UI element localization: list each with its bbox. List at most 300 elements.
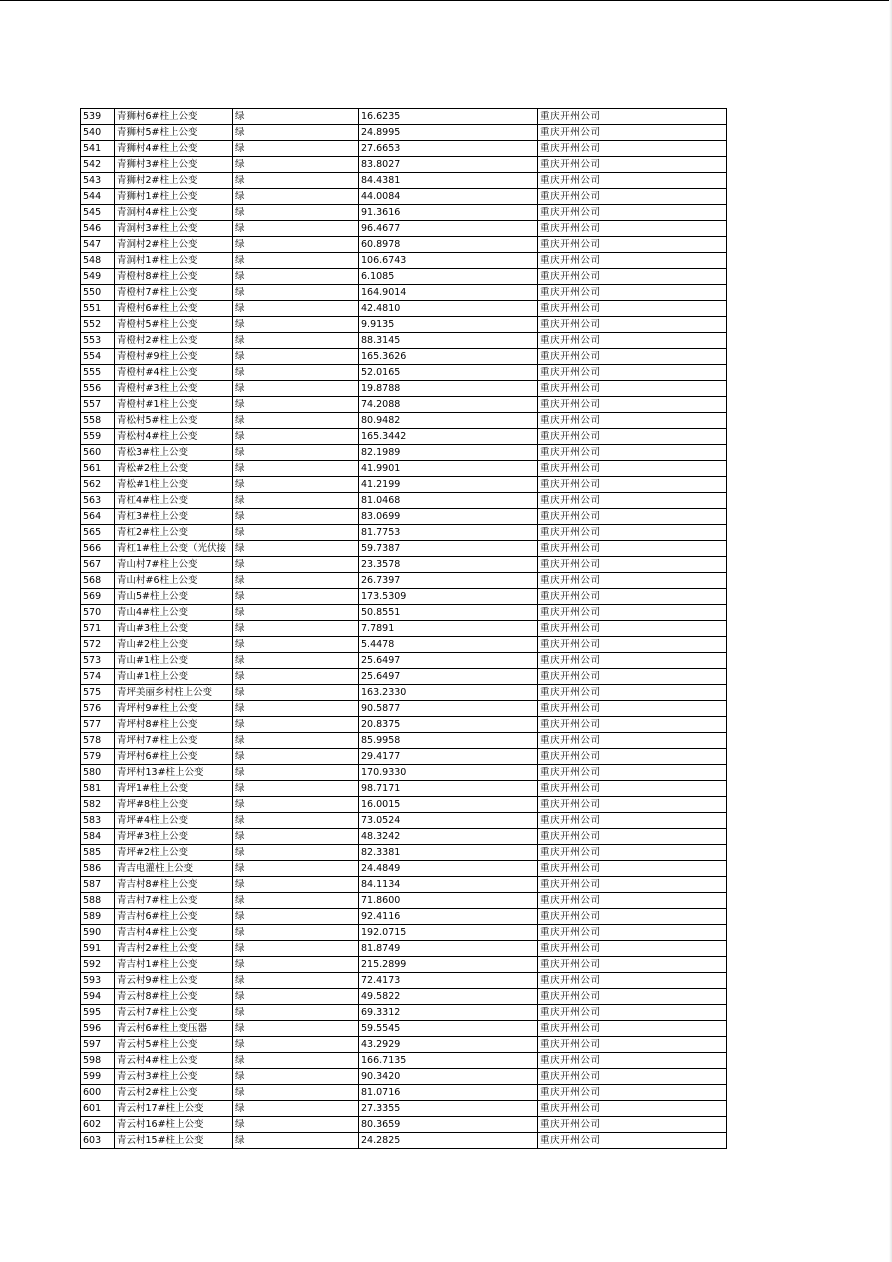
transformer-name-cell: 青坪村9#柱上公变 [115, 701, 233, 717]
company-cell: 重庆开州公司 [538, 221, 727, 237]
value-cell: 59.7387 [359, 541, 538, 557]
value-cell: 84.1134 [359, 877, 538, 893]
value-cell: 81.0716 [359, 1085, 538, 1101]
company-cell: 重庆开州公司 [538, 957, 727, 973]
transformer-name-cell: 青云村15#柱上公变 [115, 1133, 233, 1149]
status-cell: 绿 [233, 1117, 359, 1133]
table-row [81, 285, 727, 301]
company-cell: 重庆开州公司 [538, 189, 727, 205]
value-cell: 5.4478 [359, 637, 538, 653]
table-row [81, 445, 727, 461]
transformer-name-cell: 青橙村7#柱上公变 [115, 285, 233, 301]
row-number-cell: 576 [81, 701, 115, 717]
row-number-cell: 581 [81, 781, 115, 797]
status-cell: 绿 [233, 125, 359, 141]
value-cell: 69.3312 [359, 1005, 538, 1021]
table-row [81, 477, 727, 493]
table-row [81, 989, 727, 1005]
company-cell: 重庆开州公司 [538, 1053, 727, 1069]
row-number-cell: 542 [81, 157, 115, 173]
transformer-name-cell: 青洞村4#柱上公变 [115, 205, 233, 221]
value-cell: 215.2899 [359, 957, 538, 973]
transformer-name-cell: 青杠2#柱上公变 [115, 525, 233, 541]
value-cell: 24.4849 [359, 861, 538, 877]
table-row [81, 125, 727, 141]
value-cell: 90.5877 [359, 701, 538, 717]
company-cell: 重庆开州公司 [538, 541, 727, 557]
row-number-cell: 592 [81, 957, 115, 973]
company-cell: 重庆开州公司 [538, 397, 727, 413]
row-number-cell: 585 [81, 845, 115, 861]
table-row [81, 141, 727, 157]
table-row [81, 381, 727, 397]
company-cell: 重庆开州公司 [538, 1021, 727, 1037]
value-cell: 44.0084 [359, 189, 538, 205]
company-cell: 重庆开州公司 [538, 829, 727, 845]
transformer-name-cell: 青狮村1#柱上公变 [115, 189, 233, 205]
value-cell: 27.6653 [359, 141, 538, 157]
status-cell: 绿 [233, 573, 359, 589]
row-number-cell: 546 [81, 221, 115, 237]
row-number-cell: 562 [81, 477, 115, 493]
status-cell: 绿 [233, 909, 359, 925]
value-cell: 91.3616 [359, 205, 538, 221]
value-cell: 16.0015 [359, 797, 538, 813]
row-number-cell: 582 [81, 797, 115, 813]
page-top-border [0, 0, 892, 1]
company-cell: 重庆开州公司 [538, 685, 727, 701]
table-row [81, 333, 727, 349]
value-cell: 165.3626 [359, 349, 538, 365]
transformer-name-cell: 青杠3#柱上公变 [115, 509, 233, 525]
table-row [81, 1085, 727, 1101]
table-row [81, 1037, 727, 1053]
table-row [81, 749, 727, 765]
transformer-name-cell: 青山5#柱上公变 [115, 589, 233, 605]
transformer-name-cell: 青吉村8#柱上公变 [115, 877, 233, 893]
row-number-cell: 591 [81, 941, 115, 957]
company-cell: 重庆开州公司 [538, 253, 727, 269]
status-cell: 绿 [233, 1037, 359, 1053]
status-cell: 绿 [233, 301, 359, 317]
value-cell: 84.4381 [359, 173, 538, 189]
company-cell: 重庆开州公司 [538, 797, 727, 813]
status-cell: 绿 [233, 589, 359, 605]
status-cell: 绿 [233, 285, 359, 301]
status-cell: 绿 [233, 381, 359, 397]
transformer-name-cell: 青洞村2#柱上公变 [115, 237, 233, 253]
row-number-cell: 573 [81, 653, 115, 669]
value-cell: 80.9482 [359, 413, 538, 429]
transformer-name-cell: 青吉村6#柱上公变 [115, 909, 233, 925]
transformer-name-cell: 青山#1柱上公变 [115, 669, 233, 685]
table-row [81, 509, 727, 525]
value-cell: 16.6235 [359, 109, 538, 125]
status-cell: 绿 [233, 829, 359, 845]
table-row [81, 269, 727, 285]
table-row [81, 301, 727, 317]
status-cell: 绿 [233, 893, 359, 909]
transformer-name-cell: 青橙村#3柱上公变 [115, 381, 233, 397]
company-cell: 重庆开州公司 [538, 1101, 727, 1117]
table-row [81, 205, 727, 221]
transformer-name-cell: 青坪#4柱上公变 [115, 813, 233, 829]
table-row [81, 1117, 727, 1133]
company-cell: 重庆开州公司 [538, 157, 727, 173]
table-row [81, 109, 727, 125]
row-number-cell: 567 [81, 557, 115, 573]
status-cell: 绿 [233, 877, 359, 893]
company-cell: 重庆开州公司 [538, 765, 727, 781]
value-cell: 106.6743 [359, 253, 538, 269]
row-number-cell: 556 [81, 381, 115, 397]
status-cell: 绿 [233, 701, 359, 717]
table-row [81, 605, 727, 621]
table-row [81, 397, 727, 413]
status-cell: 绿 [233, 477, 359, 493]
value-cell: 82.3381 [359, 845, 538, 861]
row-number-cell: 549 [81, 269, 115, 285]
transformer-name-cell: 青云村7#柱上公变 [115, 1005, 233, 1021]
value-cell: 29.4177 [359, 749, 538, 765]
row-number-cell: 602 [81, 1117, 115, 1133]
status-cell: 绿 [233, 845, 359, 861]
company-cell: 重庆开州公司 [538, 573, 727, 589]
row-number-cell: 561 [81, 461, 115, 477]
table-row [81, 653, 727, 669]
company-cell: 重庆开州公司 [538, 941, 727, 957]
status-cell: 绿 [233, 205, 359, 221]
table-row [81, 877, 727, 893]
table-row [81, 1133, 727, 1149]
status-cell: 绿 [233, 349, 359, 365]
company-cell: 重庆开州公司 [538, 717, 727, 733]
status-cell: 绿 [233, 541, 359, 557]
value-cell: 23.3578 [359, 557, 538, 573]
transformer-name-cell: 青松村5#柱上公变 [115, 413, 233, 429]
transformer-name-cell: 青松#1柱上公变 [115, 477, 233, 493]
transformer-name-cell: 青山村7#柱上公变 [115, 557, 233, 573]
transformer-name-cell: 青橙村#1柱上公变 [115, 397, 233, 413]
company-cell: 重庆开州公司 [538, 877, 727, 893]
company-cell: 重庆开州公司 [538, 1069, 727, 1085]
value-cell: 42.4810 [359, 301, 538, 317]
transformer-name-cell: 青云村5#柱上公变 [115, 1037, 233, 1053]
status-cell: 绿 [233, 221, 359, 237]
value-cell: 192.0715 [359, 925, 538, 941]
table-row [81, 813, 727, 829]
row-number-cell: 580 [81, 765, 115, 781]
value-cell: 72.4173 [359, 973, 538, 989]
table-row [81, 1069, 727, 1085]
table-row [81, 589, 727, 605]
transformer-name-cell: 青坪#8柱上公变 [115, 797, 233, 813]
company-cell: 重庆开州公司 [538, 781, 727, 797]
status-cell: 绿 [233, 173, 359, 189]
row-number-cell: 553 [81, 333, 115, 349]
value-cell: 81.7753 [359, 525, 538, 541]
transformer-name-cell: 青云村17#柱上公变 [115, 1101, 233, 1117]
table-row [81, 781, 727, 797]
status-cell: 绿 [233, 797, 359, 813]
transformer-name-cell: 青坪村8#柱上公变 [115, 717, 233, 733]
transformer-name-cell: 青山#2柱上公变 [115, 637, 233, 653]
company-cell: 重庆开州公司 [538, 205, 727, 221]
table-row [81, 957, 727, 973]
row-number-cell: 566 [81, 541, 115, 557]
value-cell: 81.8749 [359, 941, 538, 957]
status-cell: 绿 [233, 653, 359, 669]
table-row [81, 493, 727, 509]
status-cell: 绿 [233, 333, 359, 349]
row-number-cell: 550 [81, 285, 115, 301]
status-cell: 绿 [233, 237, 359, 253]
row-number-cell: 548 [81, 253, 115, 269]
transformer-name-cell: 青山4#柱上公变 [115, 605, 233, 621]
status-cell: 绿 [233, 509, 359, 525]
table-row [81, 909, 727, 925]
transformer-name-cell: 青坪村13#柱上公变 [115, 765, 233, 781]
data-table [80, 108, 727, 1149]
row-number-cell: 587 [81, 877, 115, 893]
status-cell: 绿 [233, 749, 359, 765]
status-cell: 绿 [233, 1133, 359, 1149]
status-cell: 绿 [233, 621, 359, 637]
status-cell: 绿 [233, 941, 359, 957]
transformer-name-cell: 青云村6#柱上变压器 [115, 1021, 233, 1037]
row-number-cell: 551 [81, 301, 115, 317]
value-cell: 41.9901 [359, 461, 538, 477]
row-number-cell: 603 [81, 1133, 115, 1149]
status-cell: 绿 [233, 1021, 359, 1037]
status-cell: 绿 [233, 445, 359, 461]
table-row [81, 1021, 727, 1037]
row-number-cell: 590 [81, 925, 115, 941]
row-number-cell: 560 [81, 445, 115, 461]
row-number-cell: 598 [81, 1053, 115, 1069]
status-cell: 绿 [233, 637, 359, 653]
row-number-cell: 584 [81, 829, 115, 845]
transformer-name-cell: 青橙村#4柱上公变 [115, 365, 233, 381]
company-cell: 重庆开州公司 [538, 733, 727, 749]
row-number-cell: 595 [81, 1005, 115, 1021]
company-cell: 重庆开州公司 [538, 557, 727, 573]
value-cell: 9.9135 [359, 317, 538, 333]
table-row [81, 461, 727, 477]
value-cell: 166.7135 [359, 1053, 538, 1069]
row-number-cell: 539 [81, 109, 115, 125]
status-cell: 绿 [233, 141, 359, 157]
transformer-name-cell: 青松村4#柱上公变 [115, 429, 233, 445]
value-cell: 50.8551 [359, 605, 538, 621]
value-cell: 163.2330 [359, 685, 538, 701]
company-cell: 重庆开州公司 [538, 669, 727, 685]
transformer-name-cell: 青吉村4#柱上公变 [115, 925, 233, 941]
company-cell: 重庆开州公司 [538, 317, 727, 333]
row-number-cell: 557 [81, 397, 115, 413]
company-cell: 重庆开州公司 [538, 621, 727, 637]
row-number-cell: 579 [81, 749, 115, 765]
transformer-name-cell: 青洞村3#柱上公变 [115, 221, 233, 237]
row-number-cell: 547 [81, 237, 115, 253]
status-cell: 绿 [233, 189, 359, 205]
company-cell: 重庆开州公司 [538, 237, 727, 253]
status-cell: 绿 [233, 493, 359, 509]
company-cell: 重庆开州公司 [538, 349, 727, 365]
table-row [81, 157, 727, 173]
row-number-cell: 588 [81, 893, 115, 909]
company-cell: 重庆开州公司 [538, 701, 727, 717]
transformer-name-cell: 青山#1柱上公变 [115, 653, 233, 669]
transformer-name-cell: 青云村16#柱上公变 [115, 1117, 233, 1133]
transformer-name-cell: 青杠4#柱上公变 [115, 493, 233, 509]
status-cell: 绿 [233, 717, 359, 733]
value-cell: 25.6497 [359, 669, 538, 685]
company-cell: 重庆开州公司 [538, 429, 727, 445]
status-cell: 绿 [233, 1053, 359, 1069]
status-cell: 绿 [233, 269, 359, 285]
table-row [81, 845, 727, 861]
company-cell: 重庆开州公司 [538, 509, 727, 525]
status-cell: 绿 [233, 1085, 359, 1101]
status-cell: 绿 [233, 605, 359, 621]
row-number-cell: 600 [81, 1085, 115, 1101]
company-cell: 重庆开州公司 [538, 525, 727, 541]
row-number-cell: 586 [81, 861, 115, 877]
table-row [81, 829, 727, 845]
status-cell: 绿 [233, 957, 359, 973]
transformer-name-cell: 青狮村6#柱上公变 [115, 109, 233, 125]
value-cell: 59.5545 [359, 1021, 538, 1037]
company-cell: 重庆开州公司 [538, 445, 727, 461]
company-cell: 重庆开州公司 [538, 925, 727, 941]
value-cell: 60.8978 [359, 237, 538, 253]
row-number-cell: 596 [81, 1021, 115, 1037]
company-cell: 重庆开州公司 [538, 637, 727, 653]
company-cell: 重庆开州公司 [538, 909, 727, 925]
transformer-name-cell: 青橙村8#柱上公变 [115, 269, 233, 285]
value-cell: 83.0699 [359, 509, 538, 525]
transformer-name-cell: 青坪村7#柱上公变 [115, 733, 233, 749]
status-cell: 绿 [233, 317, 359, 333]
status-cell: 绿 [233, 157, 359, 173]
row-number-cell: 601 [81, 1101, 115, 1117]
value-cell: 165.3442 [359, 429, 538, 445]
status-cell: 绿 [233, 413, 359, 429]
transformer-name-cell: 青狮村2#柱上公变 [115, 173, 233, 189]
row-number-cell: 572 [81, 637, 115, 653]
table-row [81, 253, 727, 269]
company-cell: 重庆开州公司 [538, 813, 727, 829]
status-cell: 绿 [233, 429, 359, 445]
status-cell: 绿 [233, 525, 359, 541]
transformer-name-cell: 青云村2#柱上公变 [115, 1085, 233, 1101]
value-cell: 82.1989 [359, 445, 538, 461]
table-row [81, 1053, 727, 1069]
row-number-cell: 583 [81, 813, 115, 829]
row-number-cell: 563 [81, 493, 115, 509]
value-cell: 41.2199 [359, 477, 538, 493]
status-cell: 绿 [233, 685, 359, 701]
value-cell: 27.3355 [359, 1101, 538, 1117]
company-cell: 重庆开州公司 [538, 845, 727, 861]
company-cell: 重庆开州公司 [538, 1133, 727, 1149]
value-cell: 92.4116 [359, 909, 538, 925]
company-cell: 重庆开州公司 [538, 381, 727, 397]
transformer-name-cell: 青云村9#柱上公变 [115, 973, 233, 989]
status-cell: 绿 [233, 397, 359, 413]
table-row [81, 797, 727, 813]
company-cell: 重庆开州公司 [538, 125, 727, 141]
row-number-cell: 564 [81, 509, 115, 525]
transformer-name-cell: 青吉村1#柱上公变 [115, 957, 233, 973]
table-row [81, 365, 727, 381]
table-row [81, 717, 727, 733]
value-cell: 164.9014 [359, 285, 538, 301]
table-body [81, 109, 727, 1149]
company-cell: 重庆开州公司 [538, 301, 727, 317]
transformer-name-cell: 青吉村7#柱上公变 [115, 893, 233, 909]
value-cell: 24.8995 [359, 125, 538, 141]
value-cell: 173.5309 [359, 589, 538, 605]
table-row [81, 941, 727, 957]
row-number-cell: 565 [81, 525, 115, 541]
row-number-cell: 574 [81, 669, 115, 685]
table-row [81, 349, 727, 365]
row-number-cell: 541 [81, 141, 115, 157]
table-row [81, 413, 727, 429]
status-cell: 绿 [233, 1069, 359, 1085]
company-cell: 重庆开州公司 [538, 893, 727, 909]
company-cell: 重庆开州公司 [538, 1037, 727, 1053]
table-row [81, 701, 727, 717]
table-row [81, 525, 727, 541]
table-row [81, 733, 727, 749]
transformer-name-cell: 青橙村6#柱上公变 [115, 301, 233, 317]
transformer-name-cell: 青云村3#柱上公变 [115, 1069, 233, 1085]
row-number-cell: 545 [81, 205, 115, 221]
status-cell: 绿 [233, 765, 359, 781]
transformer-name-cell: 青橙村#9柱上公变 [115, 349, 233, 365]
value-cell: 85.9958 [359, 733, 538, 749]
row-number-cell: 599 [81, 1069, 115, 1085]
transformer-name-cell: 青吉村2#柱上公变 [115, 941, 233, 957]
value-cell: 43.2929 [359, 1037, 538, 1053]
row-number-cell: 540 [81, 125, 115, 141]
transformer-name-cell: 青山村#6柱上公变 [115, 573, 233, 589]
transformer-name-cell: 青坪村6#柱上公变 [115, 749, 233, 765]
status-cell: 绿 [233, 781, 359, 797]
company-cell: 重庆开州公司 [538, 605, 727, 621]
table-row [81, 861, 727, 877]
row-number-cell: 543 [81, 173, 115, 189]
table-row [81, 893, 727, 909]
value-cell: 80.3659 [359, 1117, 538, 1133]
row-number-cell: 568 [81, 573, 115, 589]
company-cell: 重庆开州公司 [538, 653, 727, 669]
transformer-name-cell: 青坪美丽乡村柱上公变 [115, 685, 233, 701]
value-cell: 71.8600 [359, 893, 538, 909]
company-cell: 重庆开州公司 [538, 1005, 727, 1021]
table-row [81, 221, 727, 237]
status-cell: 绿 [233, 973, 359, 989]
value-cell: 49.5822 [359, 989, 538, 1005]
transformer-name-cell: 青坪#3柱上公变 [115, 829, 233, 845]
status-cell: 绿 [233, 1101, 359, 1117]
table-row [81, 685, 727, 701]
table-row [81, 973, 727, 989]
value-cell: 20.8375 [359, 717, 538, 733]
